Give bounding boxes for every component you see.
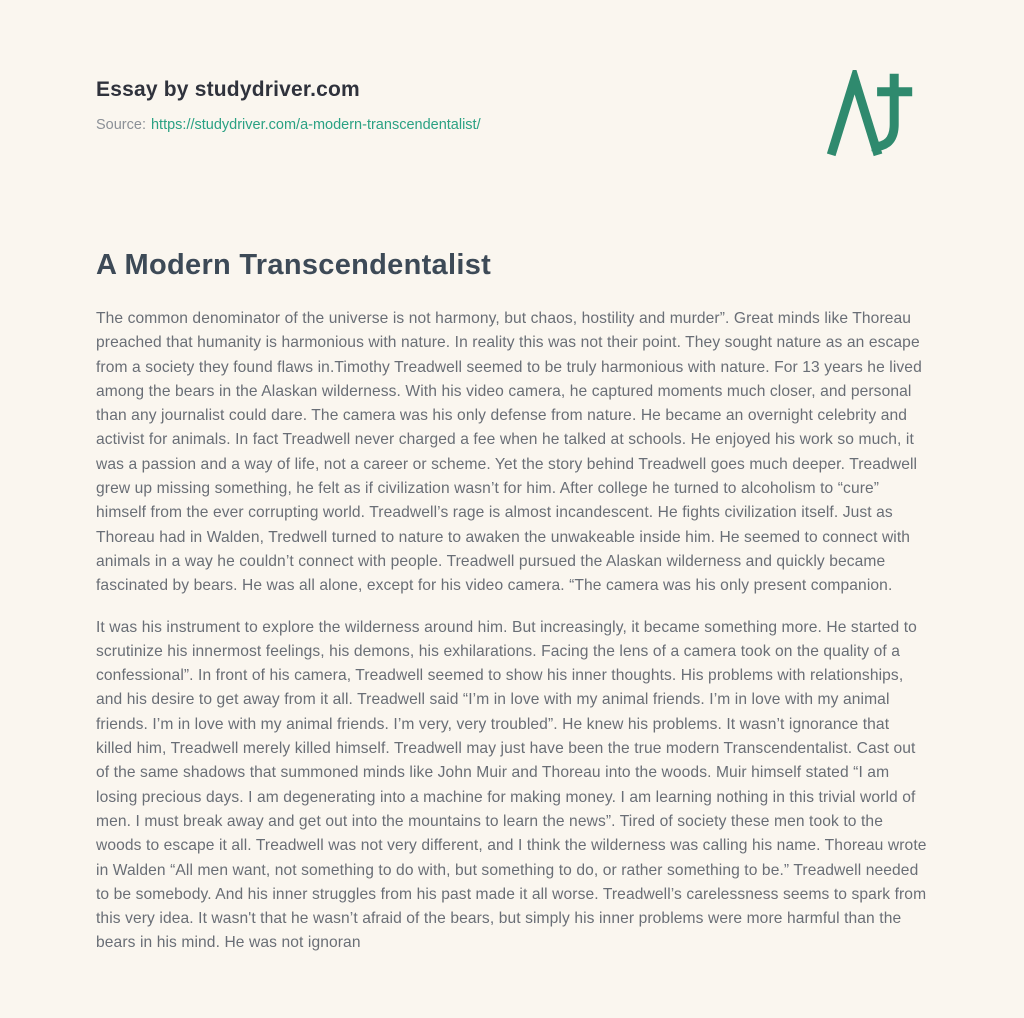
essay-body xyxy=(96,249,928,956)
essay-paragraph-2: It was his instrument to explore the wilderness around him. But increasingly, it became something more. He started to scrutinize his innermost feelings, his demons, his exhilarations. Facing the lens of a camera took on the quality of a confessional”. In front of his camera, Treadwell seemed to show his inner thoughts. His problems with relationships, and his desire to get away from it all. Treadwell said “I’m in love with my animal friends. I’m in love with my animal friends. I’m in love with my animal friends. I’m very, very troubled”. He knew his problems. It wasn’t ignorance that killed him, Treadwell merely killed himself. Treadwell may just have been the true modern Transcendentalist. Cast out of the same shadows that summoned minds like John Muir and Thoreau into the woods. Muir himself stated “I am losing precious days. I am degenerating into a machine for making money. I am learning nothing in this trivial world of men. I must break away and get out into the mountains to learn the news”. Tired of society these men took to the woods to escape it all. Treadwell was not very different, and I think the wilderness was calling his name. Thoreau wrote in Walden “All men want, not something to do with, but something to do, or rather something to be.” Treadwell needed to be somebody. And his inner struggles from his past made it all worse. Treadwell’s carelessness seems to spark from this very idea. It wasn't that he wasn’t afraid of the bears, but simply his inner problems were more harmful than the bears in his mind. He was not ignoran xyxy=(96,618,927,952)
source-line xyxy=(96,117,928,133)
source-label: Source: xyxy=(96,117,146,133)
document-header xyxy=(96,78,928,133)
byline: Essay by studydriver.com xyxy=(96,78,360,101)
source-link[interactable]: https://studydriver.com/a-modern-transcendentalist/ xyxy=(150,117,481,133)
essay-paragraph-1: The common denominator of the universe is not harmony, but chaos, hostility and murder”. Great minds like Thoreau preached that humanity is harmonious with nature. In reality this was not their point. They sought nature as an escape from a society they found flaws in.Timothy Treadwell seemed to be truly harmonious with nature. For 13 years he lived among the bears in the Alaskan wilderness. With his video camera, he captured moments much closer, and personal than any journalist could dare. The camera was his only defense from nature. He became an overnight celebrity and activist for animals. In fact Treadwell never charged a fee when he talked at schools. He enjoyed his work so much, it was a passion and a way of life, not a career or scheme. Yet the story behind Treadwell goes much deeper. Treadwell grew up missing something, he felt as if civilization wasn’t for him. After college he turned to alcoholism to “cure” himself from the ever corrupting world. Treadwell’s rage is almost incandescent. He fights civilization itself. Just as Thoreau had in Walden, Tredwell turned to nature to awaken the unwakeable inside him. He seemed to connect with animals in a way he couldn’t connect with people. Treadwell pursued the Alaskan wilderness and quickly became fascinated by bears. He was all alone, except for his video camera. “The camera was his only present companion. xyxy=(96,310,922,595)
studydriver-logo-icon xyxy=(824,70,914,164)
essay-title: A Modern Transcendentalist xyxy=(96,249,492,281)
